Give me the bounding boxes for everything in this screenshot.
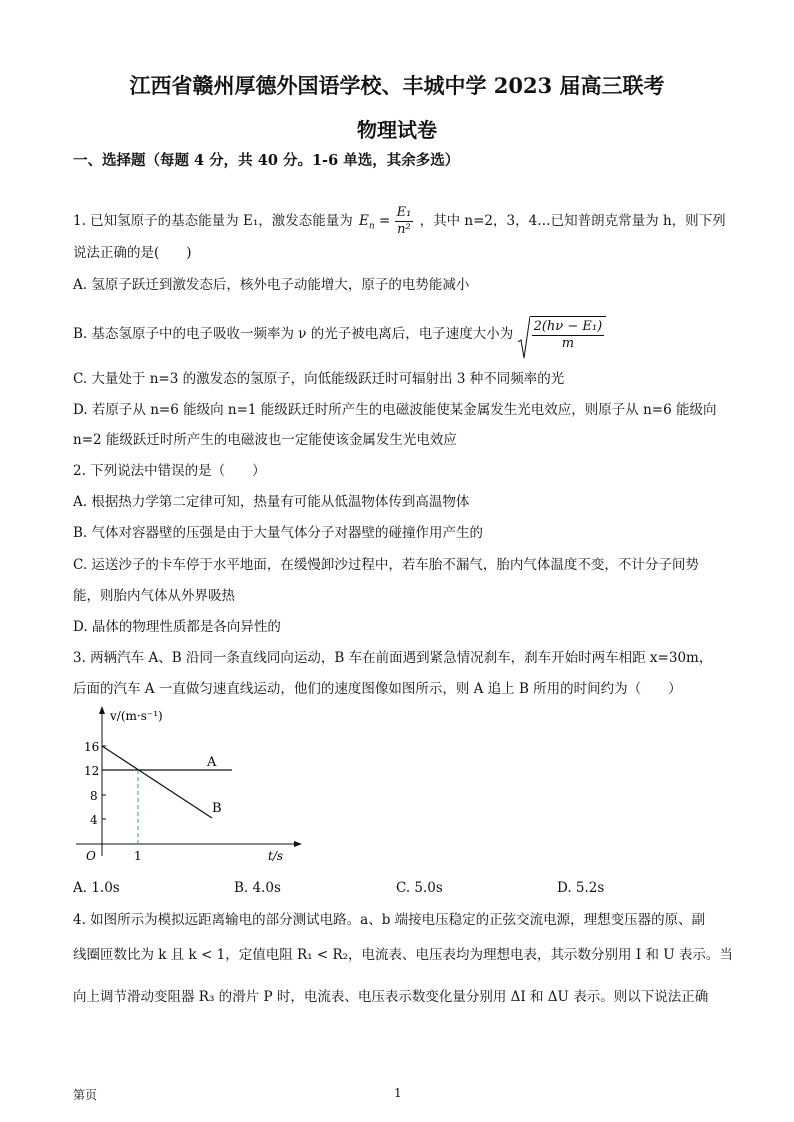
q1-line1-pre: 1. 已知氢原子的基态能量为 E₁，激发态能量为 — [73, 213, 353, 229]
q3-stem-line1: 3. 两辆汽车 A、B 沿同一条直线同向运动，B 车在前面遇到紧急情况刹车，刹车开始时两车相距 x=30m， — [73, 650, 713, 666]
y-tick-label-16: 16 — [84, 740, 100, 754]
y-axis-arrow — [99, 706, 105, 714]
page-number: 1 — [394, 1086, 402, 1100]
q3-option-b: B. 4.0s — [234, 880, 281, 896]
radical-sign — [518, 316, 530, 360]
x-axis-arrow — [294, 841, 302, 847]
sqrt-denominator: m — [561, 336, 575, 351]
q2-stem: 2. 下列说法中错误的是（ ） — [73, 463, 266, 479]
q2-option-b: B. 气体对容器壁的压强是由于大量气体分子对器壁的碰撞作用产生的 — [73, 525, 484, 541]
y-axis-label: v/(m·s⁻¹) — [110, 709, 163, 723]
sqrt-expression — [518, 316, 607, 352]
q3-option-d: D. 5.2s — [557, 880, 605, 896]
origin-label: O — [86, 849, 96, 863]
q4-line2: 线圈匝数比为 k 且 k < 1，定值电阻 R₁ < R₂，电流表、电压表均为理想电表，其示数分别用 I 和 U 表示。当 — [73, 947, 733, 963]
line-a-label: A — [207, 755, 217, 770]
q2-option-c-line1: C. 运送沙子的卡车停于水平地面，在缓慢卸沙过程中，若车胎不漏气，胎内气体温度不变，不计分子间势 — [73, 557, 699, 573]
y-tick-label-8: 8 — [90, 789, 98, 803]
y-tick-label-4: 4 — [90, 813, 98, 827]
formula-lhs-sub: n — [368, 221, 375, 232]
q4-line1: 4. 如图所示为模拟远距离输电的部分测试电路。a、b 端接电压稳定的正弦交流电源，理想变压器的原、副 — [73, 912, 706, 928]
exam-title: 江西省赣州厚德外国语学校、丰城中学 2023 届高三联考 — [129, 73, 665, 98]
footer-label: 第页 — [73, 1088, 98, 1102]
formula-fraction — [395, 205, 414, 238]
line-b-label: B — [212, 801, 222, 816]
x-tick-label-1: 1 — [134, 849, 142, 863]
q1-option-a: A. 氢原子跃迁到激发态后，核外电子动能增大，原子的电势能减小 — [73, 277, 470, 293]
q1-energy-formula: $E_n$ = $\frac{\text{E₁}}{\text{n²}}$ — [359, 205, 412, 237]
section-heading: 一、选择题（每题 4 分，共 40 分。1-6 单选，其余多选） — [73, 152, 460, 169]
sqrt-fraction — [532, 319, 605, 352]
q3-option-c: C. 5.0s — [396, 880, 443, 896]
x-axis-label: t/s — [268, 849, 284, 863]
exam-subtitle: 物理试卷 — [357, 118, 437, 142]
q1-option-d-line2: n=2 能级跃迁时所产生的电磁波也一定能使该金属发生光电效应 — [73, 432, 457, 448]
q1-option-b — [73, 316, 606, 352]
q1-option-b-text: B. 基态氢原子中的电子吸收一频率为 ν 的光子被电离后，电子速度大小为 — [73, 326, 514, 342]
q1-option-c: C. 大量处于 n=3 的激发态的氢原子，向低能级跃迁时可辐射出 3 种不同频率的光 — [73, 371, 565, 387]
q1-line1 — [73, 205, 726, 238]
q2-option-d: D. 晶体的物理性质都是各向异性的 — [73, 619, 281, 635]
q3-option-a: A. 1.0s — [73, 880, 120, 896]
line-b — [102, 746, 212, 818]
formula-lhs: E — [359, 213, 369, 229]
formula-numerator: E₁ — [396, 205, 412, 220]
q2-option-c-line2: 能，则胎内气体从外界吸热 — [73, 588, 235, 604]
sqrt-numerator: 2(hν − E₁) — [533, 319, 603, 334]
q1-line2: 说法正确的是( ) — [73, 245, 192, 261]
q1-line1-post: ，其中 n=2，3，4…已知普朗克常量为 h，则下列 — [419, 213, 726, 229]
q1-option-d-line1: D. 若原子从 n=6 能级向 n=1 能级跃迁时所产生的电磁波能使某金属发生光电效应，则原子从 n=6 能级向 — [73, 402, 717, 418]
velocity-time-graph — [72, 706, 302, 866]
q4-line3: 向上调节滑动变阻器 R₃ 的滑片 P 时，电流表、电压表示数变化量分别用 ΔI 和 ΔU 表示。则以下说法正确 — [73, 989, 709, 1005]
q3-stem-line2: 后面的汽车 A 一直做匀速直线运动，他们的速度图像如图所示，则 A 追上 B 所用的时间约为（ ） — [73, 681, 682, 697]
y-tick-label-12: 12 — [84, 764, 100, 778]
q2-option-a: A. 根据热力学第二定律可知，热量有可能从低温物体传到高温物体 — [73, 494, 470, 510]
formula-denominator: n² — [397, 222, 411, 237]
